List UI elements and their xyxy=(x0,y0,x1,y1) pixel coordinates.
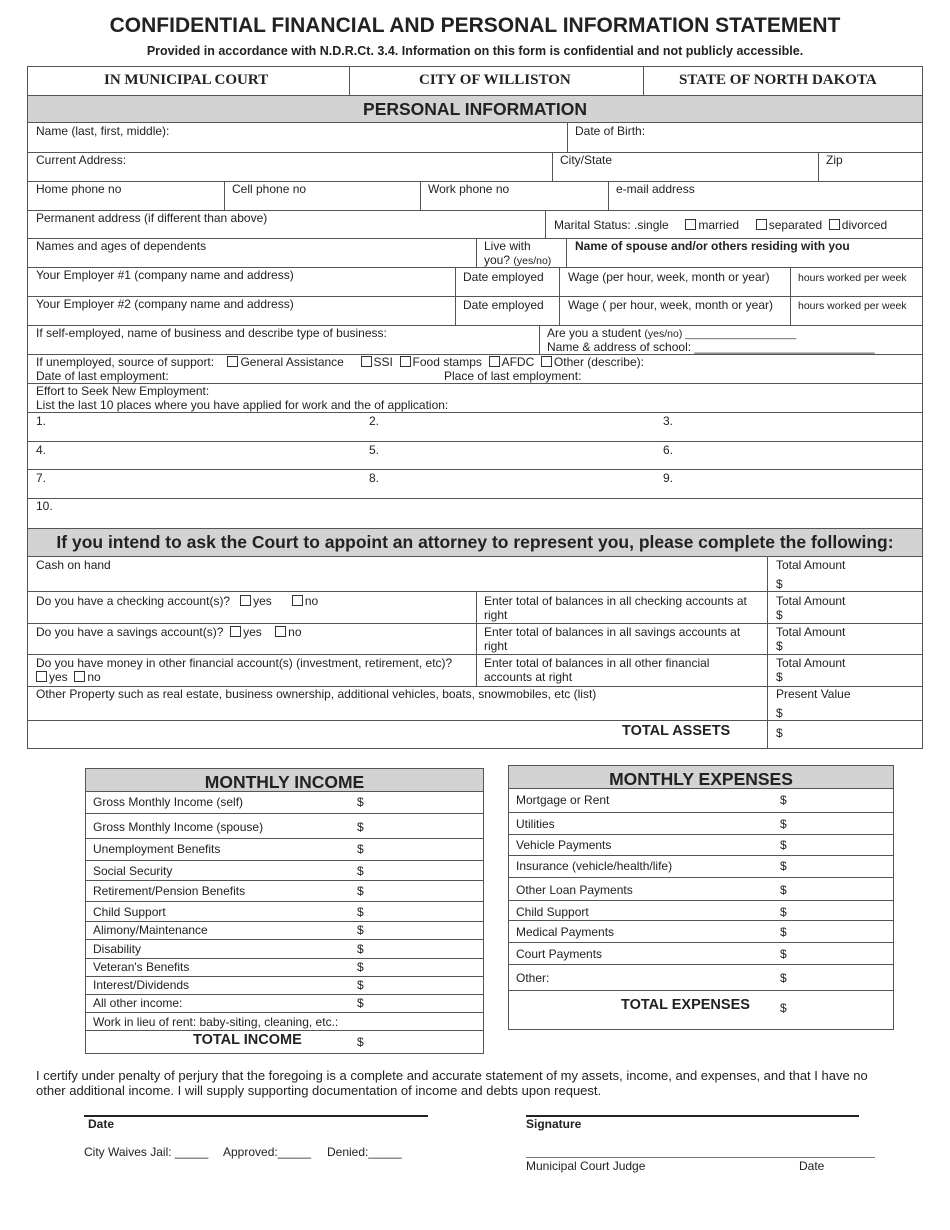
checking-label: Do you have a checking account(s)? xyxy=(36,594,231,608)
expense-row-amount[interactable]: $ xyxy=(780,838,787,852)
expense-row-label: Medical Payments xyxy=(516,925,615,939)
last-employment-place[interactable]: Place of last employment: xyxy=(444,369,582,383)
other-support-checkbox[interactable] xyxy=(541,356,552,367)
income-row-label: Disability xyxy=(93,942,142,956)
other-no-checkbox[interactable] xyxy=(74,671,85,682)
school-field[interactable]: Name & address of school: ___________________________ xyxy=(547,340,875,354)
work-phone-field[interactable]: Work phone no xyxy=(428,182,510,196)
hours-2[interactable]: hours worked per week xyxy=(798,300,907,312)
employer2-field[interactable]: Your Employer #2 (company name and address) xyxy=(36,297,294,311)
savings-total-desc: Enter total of balances in all savings accounts at right xyxy=(484,625,741,653)
expense-row-amount[interactable]: $ xyxy=(780,905,787,919)
last-employment-date[interactable]: Date of last employment: xyxy=(36,369,169,383)
approved-field[interactable]: Approved:_____ xyxy=(223,1145,312,1159)
email-field[interactable]: e-mail address xyxy=(616,182,695,196)
application-2[interactable]: 2. xyxy=(369,414,380,428)
judge-date-label: Date xyxy=(799,1159,825,1173)
ssi-label: SSI xyxy=(373,355,393,369)
effort-label: Effort to Seek New Employment: xyxy=(36,384,210,398)
total-income-field[interactable]: $ xyxy=(357,1035,364,1049)
savings-yes-label: yes xyxy=(243,625,262,639)
permanent-address-field[interactable]: Permanent address (if different than above) xyxy=(36,211,268,225)
income-row-label: Retirement/Pension Benefits xyxy=(93,884,246,898)
personal-info-heading: PERSONAL INFORMATION xyxy=(363,99,587,119)
form-title: CONFIDENTIAL FINANCIAL AND PERSONAL INFORMATION STATEMENT xyxy=(109,14,841,37)
other-accounts-label: Do you have money in other financial account(s) (investment, retirement, etc)? xyxy=(36,656,453,670)
spouse-field[interactable]: Name of spouse and/or others residing with you xyxy=(575,239,850,253)
separated-label: separated xyxy=(768,218,823,232)
income-row-label: All other income: xyxy=(93,996,183,1010)
state-label: STATE OF NORTH DAKOTA xyxy=(679,72,877,88)
form-subtitle: Provided in accordance with N.D.R.Ct. 3.4. Information on this form is confidential and not publicly accessible. xyxy=(146,44,804,58)
other-total-field[interactable]: $ xyxy=(776,670,783,684)
application-3[interactable]: 3. xyxy=(663,414,674,428)
income-row-label: Gross Monthly Income (spouse) xyxy=(93,820,264,834)
application-8[interactable]: 8. xyxy=(369,471,380,485)
general-assistance-label: General Assistance xyxy=(240,355,344,369)
certification-text: I certify under penalty of perjury that the foregoing is a complete and accurate statement of my assets, income, and expenses, and that I have no other additional income. I will supply supporting documentation of income and debts upon request. xyxy=(36,1068,868,1098)
expense-row-label: Mortgage or Rent xyxy=(516,793,610,807)
divorced-checkbox[interactable] xyxy=(829,219,840,230)
unemployed-support xyxy=(36,355,644,369)
income-row-label: Interest/Dividends xyxy=(93,978,190,992)
checking-question xyxy=(36,594,318,608)
work-in-lieu-field[interactable]: Work in lieu of rent: baby-siting, cleaning, etc.: xyxy=(93,1015,339,1029)
date-employed-2[interactable]: Date employed xyxy=(463,298,544,312)
live-with-yn: (yes/no) xyxy=(513,255,552,267)
total-expenses-label: TOTAL EXPENSES xyxy=(621,997,750,1013)
denied-field[interactable]: Denied:_____ xyxy=(327,1145,402,1159)
application-6[interactable]: 6. xyxy=(663,443,674,457)
hours-1[interactable]: hours worked per week xyxy=(798,272,907,284)
live-with-line2: you? xyxy=(484,253,511,267)
application-7[interactable]: 7. xyxy=(36,471,47,485)
checking-total-label: Total Amount xyxy=(776,594,846,608)
savings-total-field[interactable]: $ xyxy=(776,639,783,653)
monthly-income-heading: MONTHLY INCOME xyxy=(204,772,365,792)
attorney-heading: If you intend to ask the Court to appoint an attorney to represent you, please complete the following: xyxy=(56,532,894,552)
other-accounts-question xyxy=(36,656,474,684)
expense-row-amount[interactable]: $ xyxy=(780,925,787,939)
expense-row-amount[interactable]: $ xyxy=(780,883,787,897)
expense-row-amount[interactable]: $ xyxy=(780,947,787,961)
total-assets-label: TOTAL ASSETS xyxy=(622,723,731,739)
zip-field[interactable]: Zip xyxy=(826,153,843,167)
judge-label: Municipal Court Judge xyxy=(526,1159,646,1173)
savings-no-label: no xyxy=(288,625,302,639)
income-row-label: Child Support xyxy=(93,905,166,919)
income-row-amount[interactable]: $ xyxy=(357,942,364,956)
income-row-label: Veteran's Benefits xyxy=(93,960,190,974)
expense-row-label: Court Payments xyxy=(516,947,603,961)
student-label: Are you a student xyxy=(547,326,642,340)
income-row-label: Alimony/Maintenance xyxy=(93,923,208,937)
food-stamps-label: Food stamps xyxy=(412,355,482,369)
savings-question xyxy=(36,625,302,639)
married-label: married xyxy=(698,218,740,232)
checking-yes-label: yes xyxy=(253,594,272,608)
signature-label: Signature xyxy=(526,1117,582,1131)
expense-row-label: Other Loan Payments xyxy=(516,883,633,897)
expense-row-label: Vehicle Payments xyxy=(516,838,612,852)
food-stamps-checkbox[interactable] xyxy=(400,356,411,367)
court-label: IN MUNICIPAL COURT xyxy=(104,72,269,88)
present-value-field[interactable]: $ xyxy=(776,706,783,720)
expense-row-amount[interactable]: $ xyxy=(780,817,787,831)
student-field[interactable] xyxy=(547,326,796,341)
expense-row-label: Insurance (vehicle/health/life) xyxy=(516,859,673,873)
checking-no-label: no xyxy=(304,594,319,608)
income-row-label: Unemployment Benefits xyxy=(93,842,221,856)
city-state-field[interactable]: City/State xyxy=(560,153,613,167)
income-row-amount[interactable]: $ xyxy=(357,996,364,1010)
address-field[interactable]: Current Address: xyxy=(36,153,127,167)
other-yes-checkbox[interactable] xyxy=(36,671,47,682)
live-with-line1: Live with xyxy=(484,239,531,253)
wage-2[interactable]: Wage ( per hour, week, month or year) xyxy=(568,298,773,312)
other-yes-label: yes xyxy=(49,670,68,684)
live-with-label xyxy=(484,239,551,268)
marital-single[interactable]: Marital Status: .single xyxy=(554,218,669,232)
total-assets-field[interactable]: $ xyxy=(776,726,783,740)
expense-row-amount[interactable]: $ xyxy=(780,971,787,985)
other-total-desc: Enter total of balances in all other financial accounts at right xyxy=(484,656,710,684)
income-row-amount[interactable]: $ xyxy=(357,795,364,809)
total-income-label: TOTAL INCOME xyxy=(193,1032,302,1048)
income-row-amount[interactable]: $ xyxy=(357,864,364,878)
cash-total-label: Total Amount xyxy=(776,558,846,572)
checking-no-checkbox[interactable] xyxy=(292,595,303,606)
other-no-label: no xyxy=(87,670,101,684)
income-row-amount[interactable]: $ xyxy=(357,842,364,856)
date-label: Date xyxy=(88,1117,115,1131)
dob-field[interactable]: Date of Birth: xyxy=(575,124,646,138)
income-row-amount[interactable]: $ xyxy=(357,978,364,992)
cell-phone-field[interactable]: Cell phone no xyxy=(232,182,307,196)
separated-checkbox[interactable] xyxy=(756,219,767,230)
other-total-label: Total Amount xyxy=(776,656,846,670)
expense-row-label: Utilities xyxy=(516,817,555,831)
savings-no-checkbox[interactable] xyxy=(275,626,286,637)
divorced-label: divorced xyxy=(841,218,888,232)
city-waives-jail[interactable]: City Waives Jail: _____ xyxy=(84,1145,209,1159)
self-employed-field[interactable]: If self-employed, name of business and describe type of business: xyxy=(36,326,387,340)
dependents-field[interactable]: Names and ages of dependents xyxy=(36,239,207,253)
married-checkbox[interactable] xyxy=(685,219,696,230)
city-label: CITY OF WILLISTON xyxy=(419,72,571,88)
savings-total-label: Total Amount xyxy=(776,625,846,639)
checking-total-desc: Enter total of balances in all checking accounts at right xyxy=(484,594,747,622)
wage-1[interactable]: Wage (per hour, week, month or year) xyxy=(568,270,770,284)
general-assistance-checkbox[interactable] xyxy=(227,356,238,367)
present-value-label: Present Value xyxy=(776,687,851,701)
income-row-amount[interactable]: $ xyxy=(357,820,364,834)
application-4[interactable]: 4. xyxy=(36,443,47,457)
income-row-amount[interactable]: $ xyxy=(357,960,364,974)
income-row-amount[interactable]: $ xyxy=(357,884,364,898)
income-row-amount[interactable]: $ xyxy=(357,905,364,919)
effort-list-label: List the last 10 places where you have applied for work and the of application: xyxy=(36,398,449,412)
cash-on-hand: Cash on hand xyxy=(36,558,111,572)
income-row-label: Social Security xyxy=(93,864,173,878)
checking-yes-checkbox[interactable] xyxy=(240,595,251,606)
unemployed-label: If unemployed, source of support: xyxy=(36,355,215,369)
afdc-label: AFDC xyxy=(501,355,535,369)
savings-label: Do you have a savings account(s)? xyxy=(36,625,224,639)
marital-status xyxy=(554,218,887,232)
expense-row-label: Other: xyxy=(516,971,550,985)
afdc-checkbox[interactable] xyxy=(489,356,500,367)
monthly-expenses-heading: MONTHLY EXPENSES xyxy=(609,769,793,789)
income-row-label: Gross Monthly Income (self) xyxy=(93,795,244,809)
savings-yes-checkbox[interactable] xyxy=(230,626,241,637)
expense-row-amount[interactable]: $ xyxy=(780,793,787,807)
home-phone-field[interactable]: Home phone no xyxy=(36,182,122,196)
cash-total-field[interactable]: $ xyxy=(776,577,783,591)
student-yn: (yes/no) ___________________ xyxy=(644,328,797,340)
checking-total-field[interactable]: $ xyxy=(776,608,783,622)
other-support-label: Other (describe): xyxy=(553,355,644,369)
total-expenses-field[interactable]: $ xyxy=(780,1001,787,1015)
expense-row-label: Child Support xyxy=(516,905,589,919)
employer1-field[interactable]: Your Employer #1 (company name and address) xyxy=(36,268,294,282)
name-field[interactable]: Name (last, first, middle): xyxy=(36,124,170,138)
expense-row-amount[interactable]: $ xyxy=(780,859,787,873)
application-1[interactable]: 1. xyxy=(36,414,47,428)
application-10[interactable]: 10. xyxy=(36,499,53,513)
other-property-field[interactable]: Other Property such as real estate, business ownership, additional vehicles, boats, snowmobiles, etc (list) xyxy=(36,687,597,701)
date-employed-1[interactable]: Date employed xyxy=(463,270,544,284)
ssi-checkbox[interactable] xyxy=(361,356,372,367)
application-5[interactable]: 5. xyxy=(369,443,380,457)
application-9[interactable]: 9. xyxy=(663,471,674,485)
income-row-amount[interactable]: $ xyxy=(357,923,364,937)
